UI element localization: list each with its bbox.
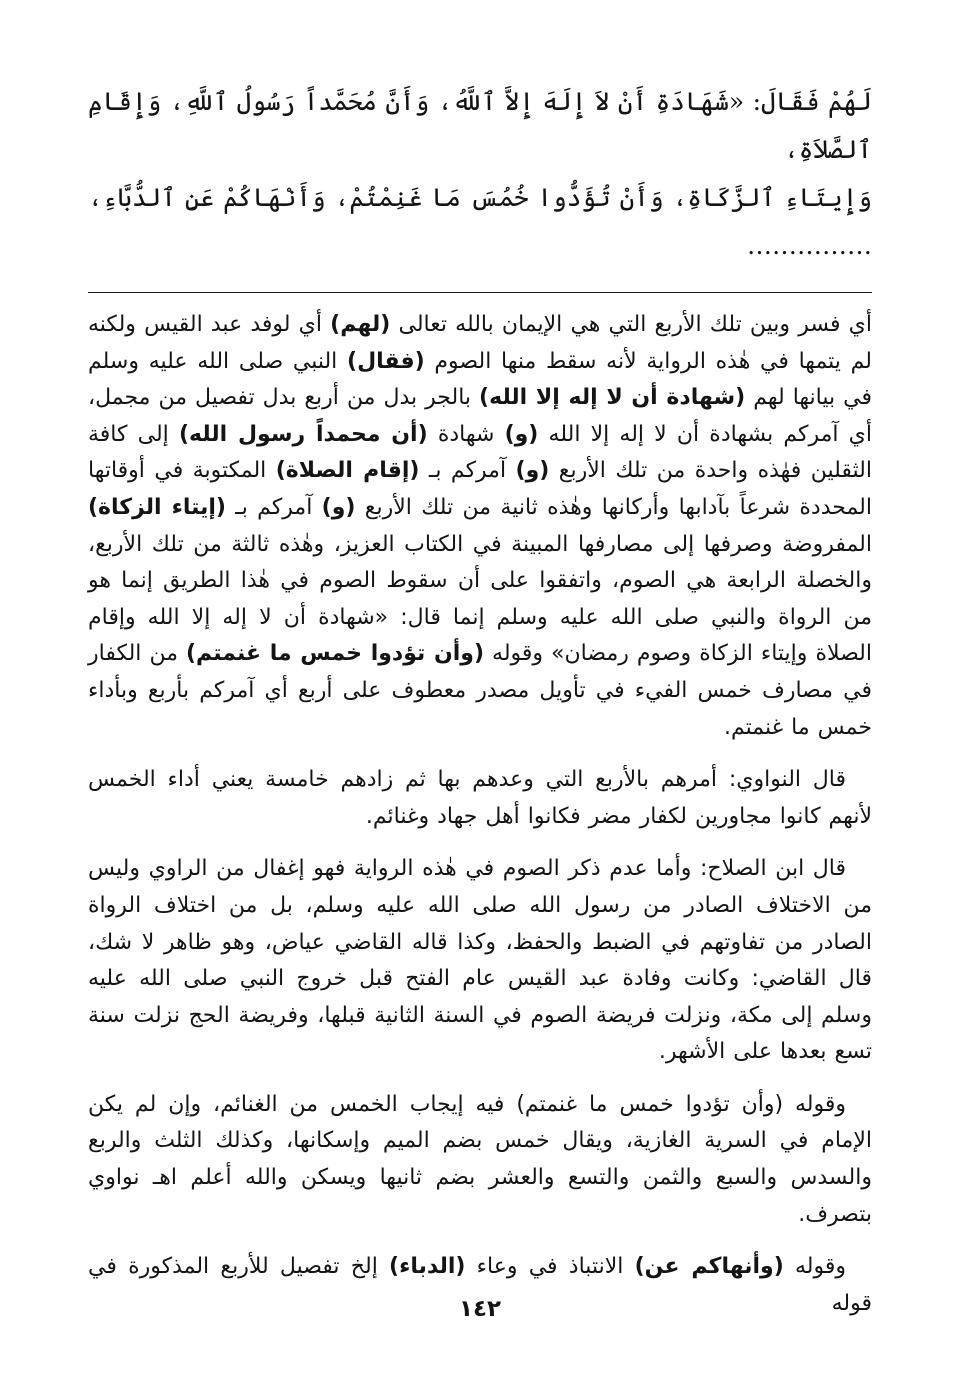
text-run: شهادة bbox=[427, 421, 505, 447]
commentary-paragraph-4: وقوله (وأن تؤدوا خمس ما غنمتم) فيه إيجاب الخمس من الغنائم، وإن لم يكن الإمام في السرية الغازية، ويقال خمس بضم الميم وإسكانها، وكذلك الثلث والربع والسدس والسبع والثمن والتسع والعشر بضم ثانيها ويسكن والله أعلم اهـ نواوي بتصرف. bbox=[88, 1091, 872, 1227]
bold-term: (شهادة أن لا إله إلا الله) bbox=[479, 385, 746, 411]
bold-term: (لهم) bbox=[330, 312, 391, 337]
page-content bbox=[88, 78, 872, 1338]
text-run: من الكفار في مصارف خمس الفيء في تأويل مصدر معطوف على أربع أي آمركم بأربع وبأداء خمس ما غنمتم. bbox=[88, 641, 872, 740]
separator-rule bbox=[88, 292, 872, 293]
commentary bbox=[88, 307, 872, 1322]
text-run: المفروضة وصرفها إلى مصارفها المبينة في الكتاب العزيز، وهٰذه ثالثة من تلك الأربع، والخصلة الرابعة هي الصوم، واتفقوا على أن سقوط الصوم في هٰذا الطريق إنما هو من الرواة والنبي صلى الله عليه وسلم إنما قال: «شهادة أن لا إله إلا الله وإقام الصلاة وإيتاء الزكاة وصوم رمضان» وقوله bbox=[88, 531, 872, 667]
text-run: إلى كافة الثقلين فهٰذه واحدة من تلك الأربع bbox=[88, 421, 872, 484]
commentary-paragraph-1 bbox=[88, 307, 872, 746]
bold-term: (وأن تؤدوا خمس ما غنمتم) bbox=[186, 641, 484, 667]
text-run: الانتباذ في وعاء bbox=[465, 1254, 635, 1280]
bold-term: (و) bbox=[321, 494, 356, 520]
commentary-paragraph-2: قال النواوي: أمرهم بالأربع التي وعدهم بها ثم زادهم خامسة يعني أداء الخمس لأنهم كانوا مجاورين لكفار مضر فكانوا أهل جهاد وغنائم. bbox=[88, 767, 872, 829]
bold-term: (فقال) bbox=[347, 348, 425, 374]
page-number: ١٤٢ bbox=[458, 1296, 502, 1322]
text-run: إلخ تفصيل للأربع المذكورة في قوله bbox=[88, 1254, 872, 1316]
bold-term: (إيتاء الزكاة) bbox=[88, 494, 226, 520]
bold-term: (و) bbox=[515, 458, 550, 484]
hadith-line-2: وَإِيتَاءِ ٱلزَّكَاةِ، وَأَنْ تُؤَدُّوا خُمُسَ مَا غَنِمْتُمْ، وَأَنْهَاكُمْ عَنِ ٱلدُّبَّاءِ، …………… bbox=[88, 183, 872, 260]
text-run: أي لوفد عبد القيس ولكنه لم يتمها في هٰذه الرواية لأنه سقط منها الصوم bbox=[88, 312, 872, 374]
text-run: بالجر بدل من أربع بدل تفصيل من مجمل، أي آمركم بشهادة أن لا إله إلا الله bbox=[88, 385, 873, 447]
text-run: المكتوبة في أوقاتها المحددة شرعاً بآدابها وأركانها وهٰذه ثانية من تلك الأربع bbox=[88, 458, 872, 520]
hadith-text bbox=[88, 78, 872, 270]
text-run: وقوله bbox=[783, 1254, 847, 1280]
bold-term: (وأنهاكم عن) bbox=[634, 1254, 784, 1280]
bold-term: (إقام الصلاة) bbox=[275, 458, 420, 484]
bold-term: (الدباء) bbox=[389, 1254, 466, 1280]
text-run: أي فسر وبين تلك الأربع التي هي الإيمان بالله تعالى bbox=[390, 312, 872, 337]
text-run: آمركم بـ bbox=[419, 458, 516, 484]
hadith-line-1: لَهُمْ فَقَالَ: «شَهَادَةِ أَنْ لاَ إِلَهَ إِلاَّ ٱللَّهُ، وَأَنَّ مُحَمَّداً رَسُولُ ٱللَّهِ، وَإِقَامِ ٱلصَّلاَةِ، bbox=[88, 87, 872, 164]
bold-term: (و) bbox=[504, 421, 539, 447]
text-run: آمركم بـ bbox=[225, 494, 322, 520]
text-run: النبي صلى الله عليه وسلم في بيانها لهم bbox=[88, 348, 872, 411]
bold-term: (أن محمداً رسول الله) bbox=[178, 421, 428, 447]
commentary-paragraph-3: قال ابن الصلاح: وأما عدم ذكر الصوم في هٰذه الرواية فهو إغفال من الراوي وليس من الاختلاف الصادر من رسول الله صلى الله عليه وسلم، بل من اختلاف الرواة الصادر من تفاوتهم في الضبط والحفظ، وكذا قاله القاضي عياض، وهو ظاهر لا شك، قال القاضي: وكانت وفادة عبد القيس عام الفتح قبل خروج النبي صلى الله عليه وسلم إلى مكة، ونزلت فريضة الصوم في السنة الثانية قبلها، وفريضة الحج نزلت سنة تسع بعدها على الأشهر. bbox=[88, 856, 872, 1065]
